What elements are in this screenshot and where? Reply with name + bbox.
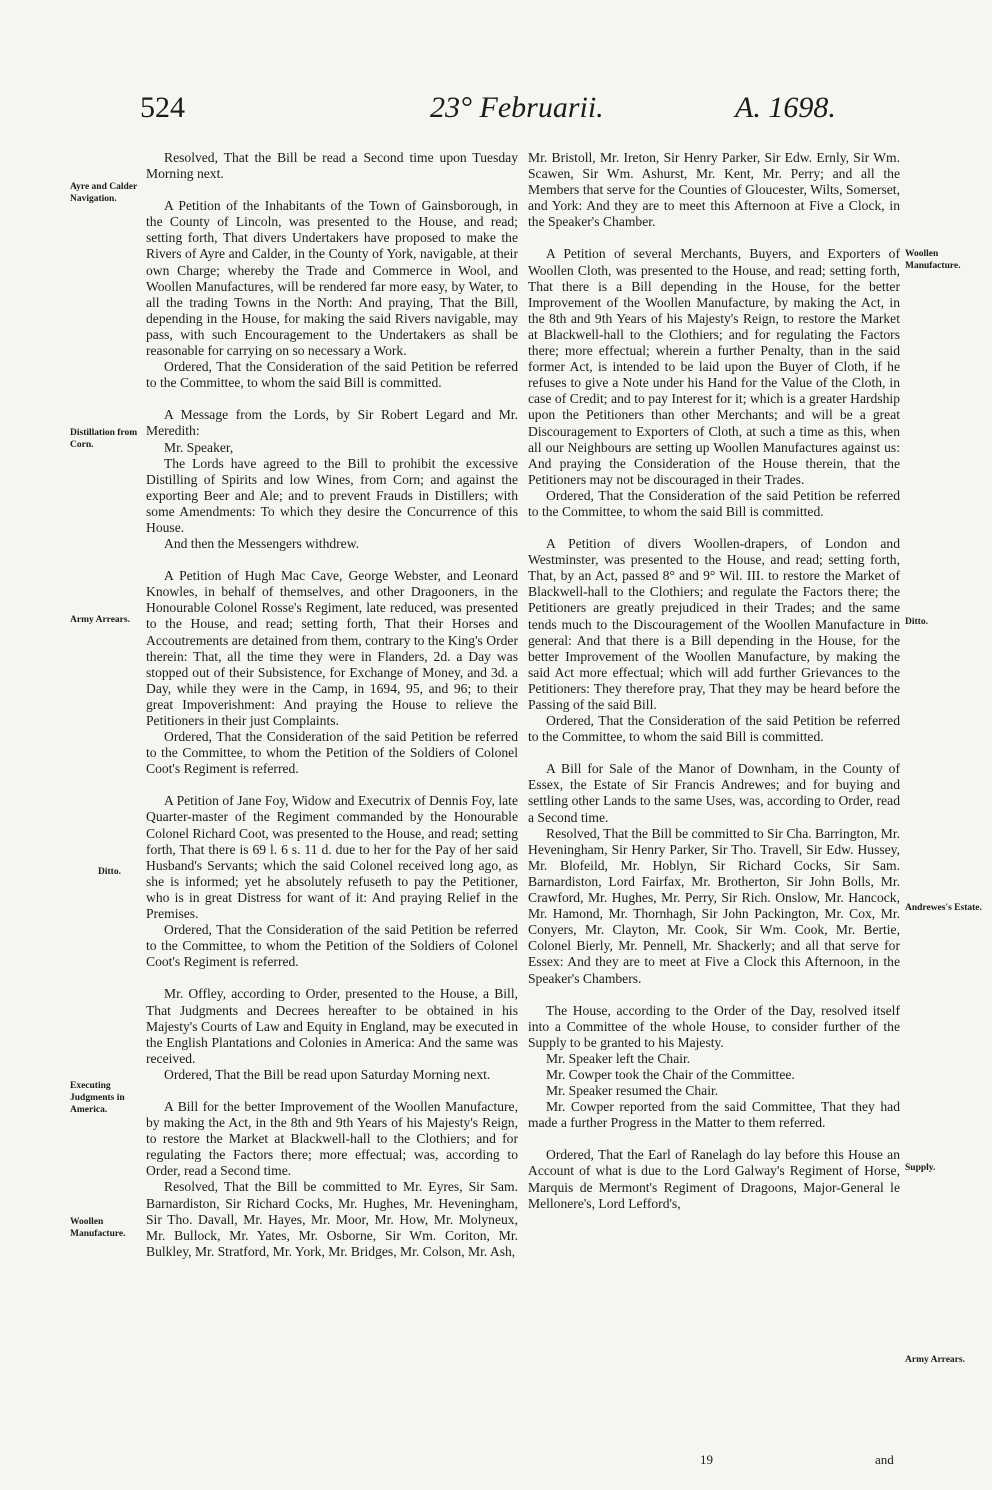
margin-note-distillation: Distillation from Corn. [70,428,138,450]
margin-note-supply: Supply. [905,1163,936,1173]
paragraph: The Lords have agreed to the Bill to prohibit the excessive Distilling of Spirits and low Wines, from Corn; and against the exporting Beer and Ale; and to prevent Frauds in Distillers; with some Amendments: To which they desire the Concurrence of this House. [146,455,518,535]
paragraph: Ordered, That the Consideration of the said Petition be referred to the Committee, to whom the Petition of the Soldiers of Colonel Coot's Regiment is referred. [146,922,518,970]
margin-note-ayre: Ayre and Calder Navigation. [70,182,138,204]
signature-mark: 19 [700,1452,713,1467]
paragraph: Resolved, That the Bill be read a Second time upon Tuesday Morning next. [146,150,518,182]
paragraph: A Petition of Hugh Mac Cave, George Webster, and Leonard Knowles, in behalf of themselves, and other Dragooners, in the Honourable Colonel Rosse's Regiment, late reduced, was presented to the House, and read; setting forth, That their Horses and Accoutrements are detained from them, contrary to the King's Order therein: That, all the time they were in Flanders, 2d. a Day was stopped out of their Subsistence, for Exchange of Money, and 3d. a Day, while they were in the Camp, in 1694, 95, and 96; to their great Impoverishment: And praying the House to relieve the Petitioners in their just Complaints. [146,568,518,728]
left-column [146,150,518,1260]
margin-note-woollen-2: Woollen Manufacture. [905,249,961,271]
margin-note-woollen-1: Woollen Manufacture. [70,1217,126,1239]
paragraph: Mr. Speaker, [164,439,234,455]
paragraph: A Bill for the better Improvement of the Woollen Manufacture, by making the Act, in the 8th and 9th Years of his Majesty's Reign, to restore the Market at Blackwell-hall to the Clothiers; and for regulating the Factors there; more effectual; was, according to Order, read a Second time. [146,1098,518,1179]
paragraph: Mr. Cowper reported from the said Committee, That they had made a further Progress in the Matter to them referred. [528,1099,900,1131]
page-number: 524 [140,91,185,124]
paragraph: Mr. Cowper took the Chair of the Committee. [546,1066,795,1082]
paragraph: A Petition of divers Woollen-drapers, of London and Westminster, was presented to the House, and read; setting forth, That, by an Act, passed 8° and 9° Wil. III. to restore the Market of Blackwell-hall to the Clothiers; and regulate the Factors there; the Petitioners are greatly prejudiced in their Trades; and the same tends much to the Discouragement of the Woollen Manufacture in general: And that there is a Bill depending in the House, for the better Improvement of the Woollen Manufacture, by making the said Act more effectual; which will add further Grievances to the Petitioners: They therefore pray, That they may be heard before the Passing of the said Bill. [528,536,900,712]
paragraph: Resolved, That the Bill be committed to Sir Cha. Barrington, Mr. Heveningham, Sir Henry Parker, Sir Tho. Travell, Sir Edw. Hussey, Mr. Blofeild, Mr. Hoblyn, Sir Richard Cocks, Sir Sam. Barnardiston, Lord Fairfax, Mr. Brotherton, Sir John Bolls, Mr. Crawford, Mr. Hughes, Mr. Perry, Sir Rich. Onslow, Mr. Hancock, Mr. Hamond, Mr. Thornhagh, Sir John Packington, Mr. Cox, Mr. Conyers, Mr. Clayton, Mr. Cook, Sir Wm. Cook, Mr. Bertie, Colonel Bierly, Mr. Pennell, Mr. Shackerly; and all that serve for Essex: And they are to meet at Five a Clock this Afternoon, in the Speaker's Chambers. [528,825,900,986]
paragraph: A Petition of Jane Foy, Widow and Executrix of Dennis Foy, late Quarter-master of the Regiment commanded by the Honourable Colonel Richard Coot, was presented to the House, and read; setting forth, That there is 69 l. 6 s. 11 d. due to her for the Pay of her said Husband's Servants; which the said Colonel received long ago, as she is informed; yet he absolutely refuseth to pay the Petitioner, who is in great Distress for want of it: And praying Relief in the Premises. [146,793,518,922]
paragraph: Mr. Speaker left the Chair. [546,1050,691,1066]
page-date: 23° Februarii. [430,91,604,124]
paragraph: Ordered, That the Consideration of the said Petition be referred to the Committee, to whom the Petition of the Soldiers of Colonel Coot's Regiment is referred. [146,729,518,777]
paragraph: A Petition of the Inhabitants of the Town of Gainsborough, in the County of Lincoln, was presented to the House, and read; setting forth, That divers Undertakers have proposed to make the Rivers of Ayre and Calder, in the County of York, navigable, at their own Charge; whereby the Trade and Commerce in Wool, and Woollen Manufactures, will be rendered far more easy, by Water, to all the trading Towns in the North: And praying, That the Bill, depending in the House, for making the said Rivers navigable, may pass, with such Encouragement to the Undertakers as shall be reasonable for carrying on so necessary a Work. [146,198,518,359]
paragraph: The House, according to the Order of the Day, resolved itself into a Committee of the whole House, to consider further of the Supply to be granted to his Majesty. [528,1002,900,1050]
right-column [528,150,900,1212]
paragraph: Mr. Offley, according to Order, presented to the House, a Bill, That Judgments and Decrees hereafter to be obtained in his Majesty's Courts of Law and Equity in England, may be executed in the English Plantations and Colonies in America: And the same was received. [146,986,518,1066]
page-year: A. 1698. [735,91,836,124]
paragraph: Ordered, That the Earl of Ranelagh do lay before this House an Account of what is due to the Lord Galway's Regiment of Horse, Marquis de Mermont's Regiment of Dragoons, Major-General le Mellonere's, Lord Lefford's, [528,1147,900,1211]
paragraph: Mr. Speaker resumed the Chair. [546,1083,719,1099]
paragraph: Ordered, That the Consideration of the said Petition be referred to the Committee, to whom the said Bill is committed. [146,359,518,391]
paragraph: A Bill for Sale of the Manor of Downham, in the County of Essex, the Estate of Sir Francis Andrewes; and for buying and settling other Lands to the same Uses, was, according to Order, read a Second time. [528,761,900,825]
paragraph: Ordered, That the Consideration of the said Petition be referred to the Committee, to whom the said Bill is committed. [528,713,900,745]
paragraph: And then the Messengers withdrew. [164,536,360,552]
margin-note-executing: Executing Judgments in America. [70,1081,125,1115]
paragraph: A Petition of several Merchants, Buyers, and Exporters of Woollen Cloth, was presented to the House, and read; setting forth, That there is a Bill depending in the House, for the better Improvement of the Woollen Manufacture, by making the Act, in the 8th and 9th Years of his Majesty's Reign, to restore the Market at Blackwell-hall to the Clothiers; and for regulating the Factors there; more effectual; wherein a further Penalty, than in the said former Act, is intended to be laid upon the Buyer of Cloth, if he refuses to give a Note under his Hand for the Value of the Cloth, in case of Credit; and to pay Interest for it; which is a greater Hardship upon the Petitioners than other Merchants; and will be a great Discouragement to Exporters of Cloth, at such a time as this, when all our Neighbours are setting up Woollen Manufactures against us: And praying the Consideration of the House therein, that the Petitioners may not be discouraged in their Trades. [528,246,900,487]
paragraph: Resolved, That the Bill be committed to Mr. Eyres, Sir Sam. Barnardiston, Sir Richard Cocks, Mr. Hughes, Mr. Heveningham, Sir Tho. Davall, Mr. Hayes, Mr. Moor, Mr. How, Mr. Molyneux, Mr. Bullock, Mr. Yates, Mr. Osborne, Sir Wm. Coriton, Mr. Bulkley, Mr. Stratford, Mr. York, Mr. Bridges, Mr. Colson, Mr. Ash, [146,1179,518,1259]
margin-note-army-2: Army Arrears. [905,1355,965,1365]
margin-note-army-1: Army Arrears. [70,615,130,625]
paragraph: A Message from the Lords, by Sir Robert Legard and Mr. Meredith: [146,407,518,439]
margin-note-ditto-2: Ditto. [905,617,928,627]
paragraph: Ordered, That the Consideration of the said Petition be referred to the Committee, to whom the said Bill is committed. [528,487,900,519]
paragraph: Mr. Bristoll, Mr. Ireton, Sir Henry Parker, Sir Edw. Ernly, Sir Wm. Scawen, Sir Wm. Ashurst, Mr. Kent, Mr. Perry; and all the Members that serve for the Counties of Gloucester, Wilts, Somerset, and York: And they are to meet this Afternoon at Five a Clock, in the Speaker's Chamber. [528,150,900,230]
margin-note-ditto-1: Ditto. [98,867,121,877]
margin-note-andrewes: Andrewes's Estate. [905,903,982,913]
catchword: and [875,1452,894,1467]
paragraph: Ordered, That the Bill be read upon Saturday Morning next. [164,1066,491,1082]
